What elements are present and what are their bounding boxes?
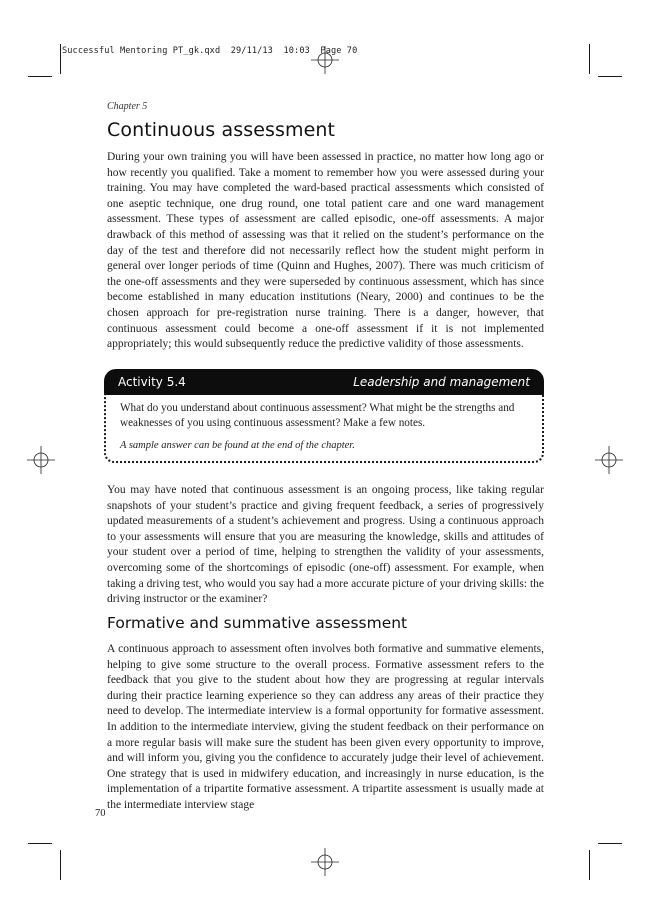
activity-category: Leadership and management bbox=[353, 375, 530, 389]
crop-mark bbox=[28, 843, 52, 844]
crop-mark bbox=[589, 850, 590, 880]
activity-header bbox=[104, 369, 544, 395]
chapter-label: Chapter 5 bbox=[107, 101, 148, 112]
body-paragraph-intro: During your own training you will have been assessed in practice, no matter how long ago or how recently you qualified. Take a moment to remember how you were assessed during your training. You may have completed the ward-based practical assessments which consisted of one aseptic technique, one drug round, one total patient care and one ward management assessment. These types of assessment are called episodic, one-off assessments. A major drawback of this method of assessing was that it relied on the student’s performance on the day of the test and therefore did not necessarily reflect how the student might perform in general over longer periods of time (Quinn and Hughes, 2007). There was much criticism of the one-off assessments and they were superseded by continuous assessment, which has since become established in many education institutions (Neary, 2000) and continues to be the chosen approach for pre-registration nurse training. There is a danger, however, that continuous assessment could become a one-off assessment if it is not implemented appropriately; this would subsequently reduce the predictive validity of those assessments. bbox=[107, 151, 544, 351]
activity-box bbox=[104, 369, 544, 465]
body-paragraph-formative: A continuous approach to assessment often involves both formative and summative elements, helping to give some structure to the overall process. Formative assessment refers to the feedback that you give to the student about how they are progressing at regular intervals during their practice learning experience so they can address any areas of their practice they need to develop. The intermediate interview is a formal opportunity for formative assessment. In addition to the intermediate interview, giving the student feedback on their performance on a more regular basis will make sure the student has been given every opportunity to improve, and will inform you, giving you the confidence to accurately judge their level of achievement. One strategy that is used in midwifery education, and increasingly in nurse education, is the implementation of a tripartite formative assessment. A tripartite assessment is usually made at the intermediate interview stage bbox=[107, 643, 544, 811]
crop-mark bbox=[60, 44, 61, 74]
page-number: 70 bbox=[95, 808, 106, 819]
crop-mark bbox=[60, 850, 61, 880]
crop-mark bbox=[598, 843, 622, 844]
activity-body bbox=[104, 393, 544, 463]
registration-mark-icon bbox=[311, 46, 339, 74]
registration-mark-icon bbox=[311, 848, 339, 876]
section-title: Continuous assessment bbox=[107, 119, 336, 141]
crop-mark bbox=[598, 76, 622, 77]
crop-mark bbox=[589, 44, 590, 74]
registration-mark-icon bbox=[595, 446, 623, 474]
subsection-title: Formative and summative assessment bbox=[107, 614, 408, 632]
activity-number: Activity 5.4 bbox=[118, 375, 186, 389]
slug-line: Successful Mentoring PT_gk.qxd 29/11/13 10:03 Page 70 bbox=[62, 46, 358, 56]
registration-mark-icon bbox=[27, 446, 55, 474]
body-paragraph-after-activity: You may have noted that continuous assessment is an ongoing process, like taking regular snapshots of your student’s practice and giving frequent feedback, a series of progressively updated measurements of a student’s achievement and progress. Using a continuous approach to your assessments will ensure that you are measuring the knowledge, skills and attitudes of your student over a period of time, helping to strengthen the validity of your assessments, overcoming some of the shortcomings of episodic (one-off) assessment. For example, when taking a driving test, who would you say had a more accurate picture of your driving skills: the driving instructor or the examiner? bbox=[107, 484, 544, 606]
activity-note: A sample answer can be found at the end of the chapter. bbox=[120, 440, 355, 451]
crop-mark bbox=[28, 76, 52, 77]
activity-question: What do you understand about continuous assessment? What might be the strengths and weaknesses of you using continuous assessment? Make a few notes. bbox=[120, 402, 515, 429]
